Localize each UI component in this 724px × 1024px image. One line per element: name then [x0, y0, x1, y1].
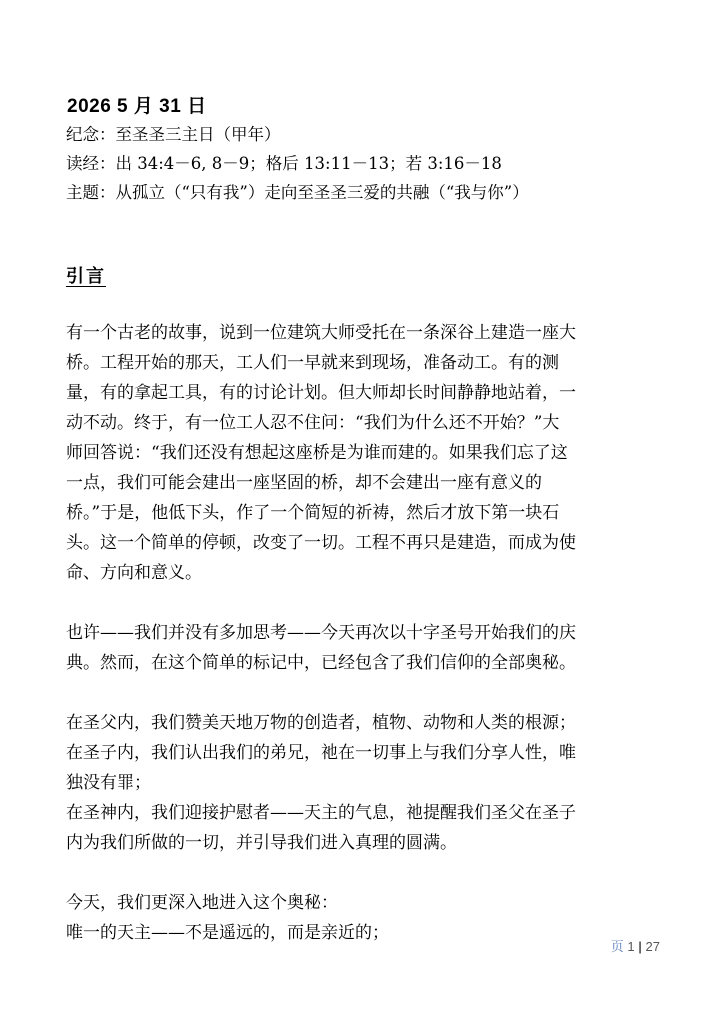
date-heading: 2026 5 月 31 日: [67, 96, 207, 117]
text-line: 头。这一个简单的停顿，改变了一切。工程不再只是建造，而成为使: [66, 533, 576, 553]
paragraph-bridge-story: [66, 318, 664, 588]
text-line: 在圣子内，我们认出我们的弟兄，祂在一切事上与我们分享人性，唯: [66, 743, 576, 763]
section-heading-introduction: 引言: [66, 266, 106, 287]
text-line: 在圣父内，我们赞美天地万物的创造者，植物、动物和人类的根源；: [66, 713, 576, 733]
text-line: 内为我们所做的一切，并引导我们进入真理的圆满。: [66, 833, 457, 853]
text-line: 典。然而，在这个简单的标记中，已经包含了我们信仰的全部奥秘。: [66, 653, 576, 673]
liturgy-metadata: [66, 120, 666, 207]
text-line: 命、方向和意义。: [66, 563, 202, 583]
text-line: 桥。工程开始的那天，工人们一早就来到现场，准备动工。有的测: [66, 353, 559, 373]
text-line: 也许——我们并没有多加思考——今天再次以十字圣号开始我们的庆: [66, 623, 576, 643]
text-line: 一点，我们可能会建出一座坚固的桥，却不会建出一座有意义的: [66, 473, 542, 493]
text-line: 动不动。终于，有一位工人忍不住问：“我们为什么还不开始？”大: [66, 413, 560, 433]
paragraph-mystery: [66, 888, 664, 948]
page-total: 27: [645, 939, 660, 954]
page-separator: |: [638, 939, 642, 954]
body-text: [66, 318, 664, 978]
paragraph-sign-of-cross: [66, 618, 664, 678]
theme-line: 主题：从孤立（“只有我”）走向至圣圣三爱的共融（“我与你”）: [66, 183, 529, 202]
paragraph-trinity: [66, 708, 664, 858]
text-line: 师回答说：“我们还没有想起这座桥是为谁而建的。如果我们忘了这: [66, 443, 568, 463]
page-number: 1: [627, 939, 635, 954]
text-line: 唯一的天主——不是遥远的，而是亲近的；: [66, 923, 389, 943]
text-line: 有一个古老的故事，说到一位建筑大师受托在一条深谷上建造一座大: [66, 323, 576, 343]
page-label: 页: [610, 939, 624, 954]
text-line: 今天，我们更深入地进入这个奥秘：: [66, 893, 338, 913]
readings-line: 读经：出 34:4－6, 8－9；格后 13:11－13；若 3:16－18: [66, 154, 502, 173]
text-line: 桥。”于是，他低下头，作了一个简短的祈祷，然后才放下第一块石: [66, 503, 560, 523]
text-line: 量，有的拿起工具，有的讨论计划。但大师却长时间静静地站着，一: [66, 383, 576, 403]
page-footer: [590, 936, 660, 955]
commemoration-line: 纪念：至圣圣三主日（甲年）: [66, 125, 281, 144]
text-line: 独没有罪；: [66, 773, 151, 793]
text-line: 在圣神内，我们迎接护慰者——天主的气息，祂提醒我们圣父在圣子: [66, 803, 576, 823]
